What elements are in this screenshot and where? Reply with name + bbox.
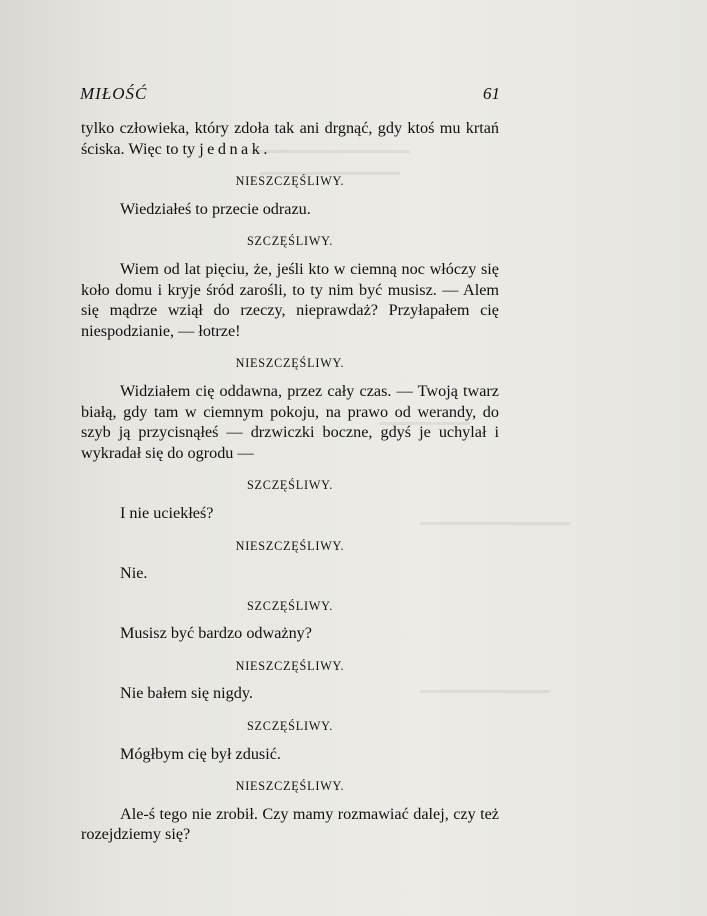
speaker-name: NIESZCZĘŚLIWY.	[235, 356, 345, 371]
speaker-name: NIESZCZĘŚLIWY.	[235, 658, 345, 673]
page-number: 61	[483, 84, 500, 103]
chapter-title: MIŁOŚĆ	[80, 84, 148, 103]
speaker-name: NIESZCZĘŚLIWY.	[235, 779, 345, 794]
speaker-name: SZCZĘŚLIWY.	[246, 598, 334, 613]
speaker-name: SZCZĘŚLIWY.	[246, 234, 334, 249]
paragraph	[81, 118, 499, 159]
emphasized-word: jednak	[199, 139, 264, 158]
speaker-name: NIESZCZĘŚLIWY.	[235, 174, 345, 189]
paragraph: Wiem od lat pięciu, że, jeśli kto w ciemną noc włóczy się koło domu i kryje śród zarośli, to ty nim być musisz. — Alem się mądrze wziął do rzeczy, nieprawdaż? Przyłapałem cię niespodzianie, — łotrze!	[81, 259, 499, 340]
speaker-name: SZCZĘŚLIWY.	[246, 478, 334, 493]
paragraph-text: .	[263, 139, 268, 158]
dialogue-text	[81, 118, 499, 845]
paragraph: Nie bałem się nigdy.	[120, 684, 253, 703]
paragraph: Nie.	[120, 564, 148, 583]
paragraph: Ale-ś tego nie zrobił. Czy mamy rozmawiać dalej, czy też rozejdziemy się?	[81, 804, 499, 844]
paragraph: Widziałem cię oddawna, przez cały czas. — Twoją twarz białą, gdy tam w ciemnym pokoju, na prawo od werandy, do szyb ją przycisnąłeś — drzwiczki boczne, gdyś je uchylał i wykradał się do ogrodu —	[81, 381, 499, 462]
paragraph: I nie uciekłeś?	[120, 503, 214, 522]
paragraph-text: tylko człowieka, który zdoła tak ani drgnąć, gdy ktoś mu krtań ściska. Więc to ty	[81, 119, 499, 158]
paragraph: Musisz być bardzo odważny?	[120, 624, 312, 643]
paragraph: Wiedziałeś to przecie odrazu.	[120, 199, 311, 218]
running-head	[80, 84, 500, 108]
speaker-name: SZCZĘŚLIWY.	[246, 719, 334, 734]
speaker-name: NIESZCZĘŚLIWY.	[235, 538, 345, 553]
paragraph: Mógłbym cię był zdusić.	[120, 744, 281, 763]
